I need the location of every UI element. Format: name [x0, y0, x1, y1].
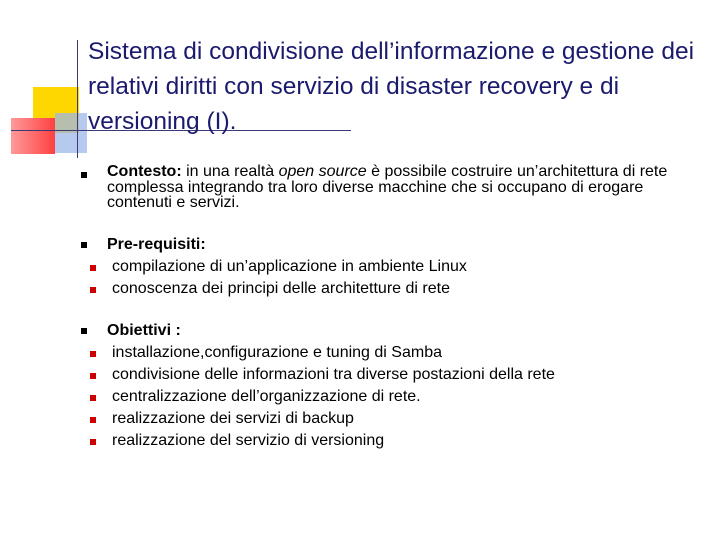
- square-bullet-icon: [81, 328, 87, 334]
- slide-content: [81, 164, 691, 452]
- prerequisiti-item-text: compilazione di un’applicazione in ambiente Linux: [112, 257, 467, 275]
- red-square-bullet-icon: [90, 287, 96, 293]
- prerequisiti-item-text: conoscenza dei principi delle architetture di rete: [112, 279, 450, 297]
- red-square-bullet-icon: [90, 265, 96, 271]
- red-square-bullet-icon: [90, 439, 96, 445]
- obiettivi-label: Obiettivi :: [107, 321, 181, 339]
- red-square-bullet-icon: [90, 395, 96, 401]
- square-bullet-icon: [81, 172, 87, 178]
- obiettivi-item: [81, 386, 691, 408]
- red-square-bullet-icon: [90, 373, 96, 379]
- obiettivi-item-text: realizzazione dei servizi di backup: [112, 409, 354, 427]
- contesto-text-italic: open source: [278, 163, 367, 180]
- red-square-bullet-icon: [90, 351, 96, 357]
- section-prerequisiti: [81, 234, 691, 256]
- prerequisiti-item: [81, 256, 691, 278]
- contesto-label: Contesto:: [107, 163, 182, 180]
- square-bullet-icon: [81, 242, 87, 248]
- obiettivi-item-text: installazione,configurazione e tuning di Samba: [112, 343, 442, 361]
- prerequisiti-item: [81, 278, 691, 300]
- section-obiettivi: [81, 320, 691, 342]
- obiettivi-item: [81, 430, 691, 452]
- obiettivi-item-text: centralizzazione dell’organizzazione di rete.: [112, 387, 421, 405]
- slide-title: Sistema di condivisione dell’informazione e gestione dei relativi diritti con servizio di disaster recovery e di versioning (I).: [88, 38, 695, 135]
- decor-vertical-line: [77, 40, 78, 158]
- contesto-text-before: in una realtà: [181, 163, 279, 180]
- prerequisiti-label: Pre-requisiti:: [107, 235, 206, 253]
- section-contesto: [81, 164, 691, 211]
- contesto-paragraph: [107, 164, 691, 211]
- contesto-text-after: è possibile costruire un’architettura di rete complessa integrando tra loro diverse macchine che si occupano di erogare contenuti e servizi.: [107, 163, 668, 211]
- obiettivi-item: [81, 364, 691, 386]
- obiettivi-item-text: realizzazione del servizio di versioning: [112, 431, 385, 449]
- decor-red-square: [11, 118, 55, 154]
- obiettivi-item: [81, 342, 691, 364]
- decor-blue-square: [55, 113, 87, 153]
- red-square-bullet-icon: [90, 417, 96, 423]
- obiettivi-item-text: condivisione delle informazioni tra diverse postazioni della rete: [112, 365, 555, 383]
- obiettivi-item: [81, 408, 691, 430]
